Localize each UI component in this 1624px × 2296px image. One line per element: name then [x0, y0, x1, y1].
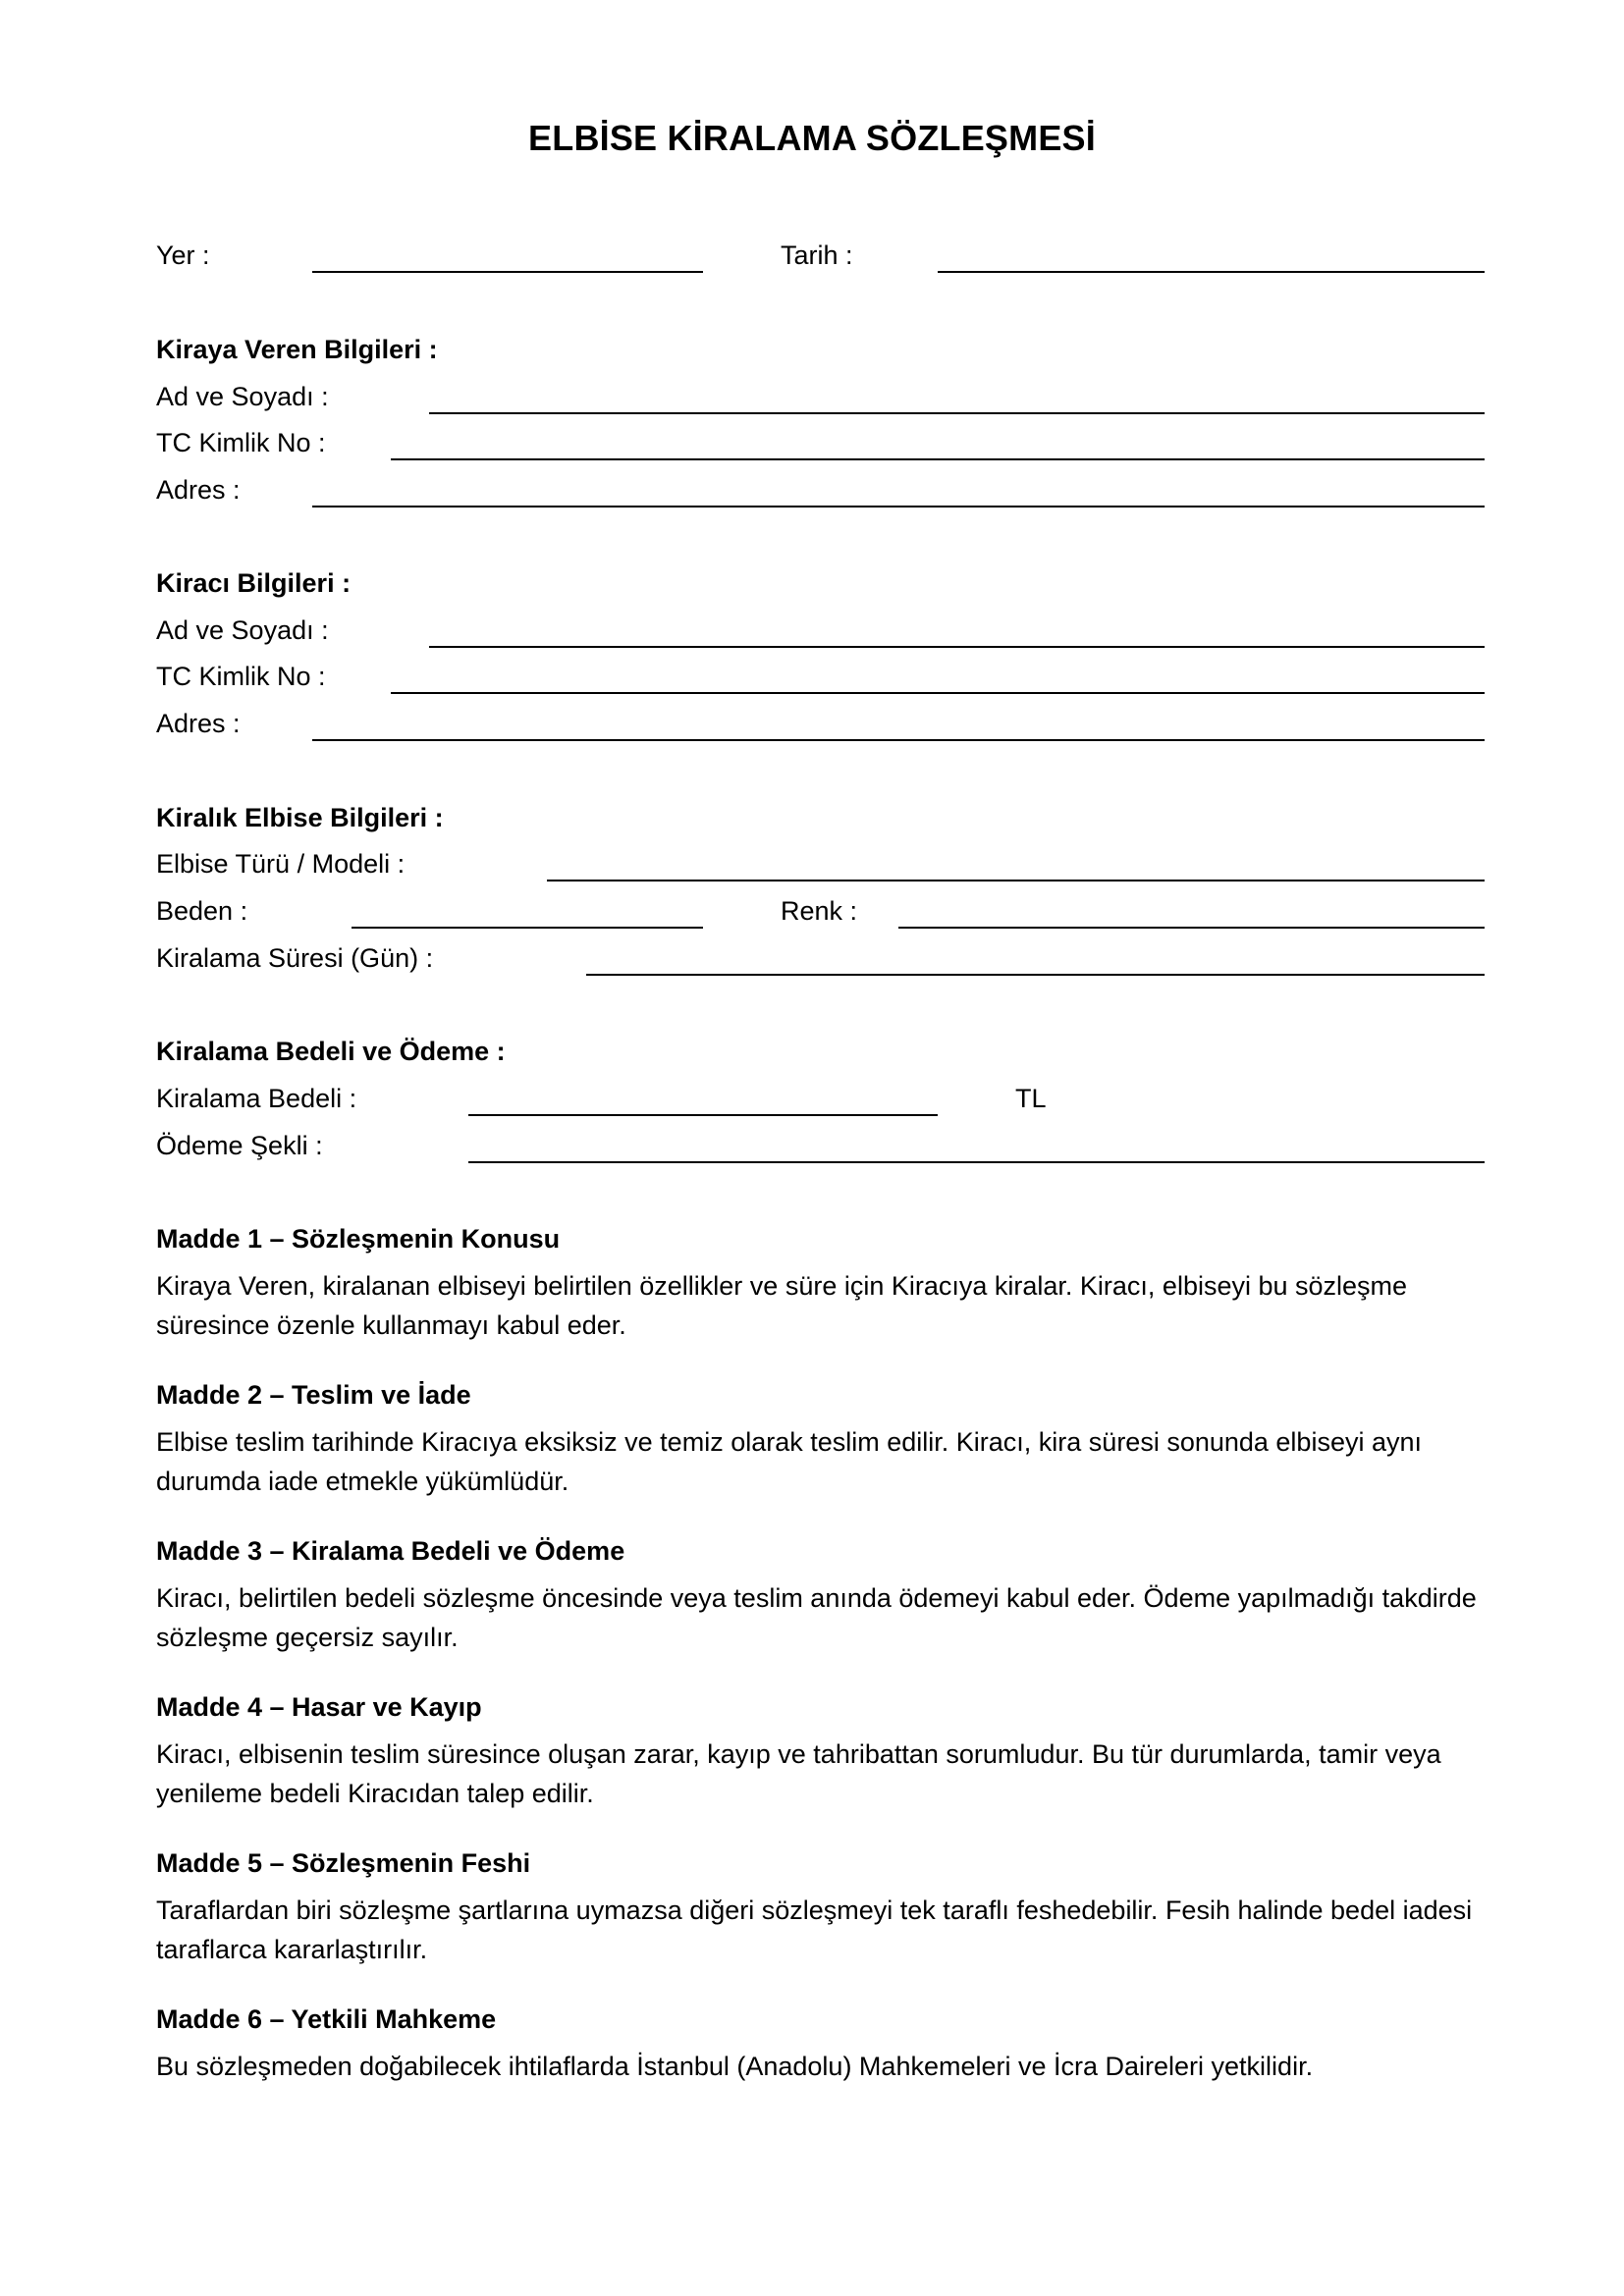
date-label: Tarih : [781, 240, 853, 270]
landlord-heading: Kiraya Veren Bilgileri : [156, 335, 438, 364]
payment-method-label: Ödeme Şekli : [156, 1131, 323, 1160]
article-1-text: Kiraya Veren, kiralanan elbiseyi belirtilen özellikler ve süre için Kiracıya kiralar. Kiracı, elbiseyi bu sözleşme süresince özenle kullanmayı kabul eder. [156, 1271, 1408, 1340]
article-5-title: Madde 5 – Sözleşmenin Feshi [156, 1848, 531, 1878]
tenant-id-label: TC Kimlik No : [156, 662, 326, 691]
date-field[interactable] [938, 271, 1485, 273]
article-2-text: Elbise teslim tarihinde Kiracıya eksiksiz ve temiz olarak teslim edilir. Kiracı, kira süresi sonunda elbiseyi aynı durumda iade etmekle yükümlüdür. [156, 1427, 1422, 1496]
article-3-title: Madde 3 – Kiralama Bedeli ve Ödeme [156, 1536, 625, 1566]
dress-size-field[interactable] [352, 927, 703, 929]
place-field[interactable] [312, 271, 703, 273]
dress-duration-field[interactable] [586, 974, 1485, 976]
payment-method-field[interactable] [468, 1161, 1485, 1163]
dress-duration-label: Kiralama Süresi (Gün) : [156, 943, 434, 973]
dress-size-label: Beden : [156, 896, 248, 926]
tenant-heading: Kiracı Bilgileri : [156, 568, 352, 598]
article-2-title: Madde 2 – Teslim ve İade [156, 1380, 471, 1410]
place-label: Yer : [156, 240, 210, 270]
tenant-address-field[interactable] [312, 739, 1485, 741]
dress-heading: Kiralık Elbise Bilgileri : [156, 803, 444, 832]
dress-type-field[interactable] [547, 880, 1485, 881]
landlord-name-label: Ad ve Soyadı : [156, 382, 329, 411]
currency-label: TL [1015, 1084, 1047, 1113]
fee-field[interactable] [468, 1114, 938, 1116]
article-1-title: Madde 1 – Sözleşmenin Konusu [156, 1224, 561, 1254]
tenant-name-label: Ad ve Soyadı : [156, 615, 329, 645]
tenant-address-label: Adres : [156, 709, 241, 738]
article-6-text: Bu sözleşmeden doğabilecek ihtilaflarda İstanbul (Anadolu) Mahkemeleri ve İcra Daireleri yetkilidir. [156, 2052, 1314, 2081]
article-6-title: Madde 6 – Yetkili Mahkeme [156, 2004, 497, 2034]
tenant-id-field[interactable] [391, 692, 1485, 694]
dress-type-label: Elbise Türü / Modeli : [156, 849, 406, 879]
article-5-text: Taraflardan biri sözleşme şartlarına uymazsa diğeri sözleşmeyi tek taraflı feshedebilir. Fesih halinde bedel iadesi taraflarca kararlaştırılır. [156, 1896, 1473, 1964]
landlord-name-field[interactable] [429, 412, 1485, 414]
tenant-name-field[interactable] [429, 646, 1485, 648]
payment-heading: Kiralama Bedeli ve Ödeme : [156, 1037, 506, 1066]
landlord-address-label: Adres : [156, 475, 241, 505]
dress-color-field[interactable] [898, 927, 1485, 929]
article-4-text: Kiracı, elbisenin teslim süresince oluşan zarar, kayıp ve tahribattan sorumludur. Bu tür durumlarda, tamir veya yenileme bedeli Kiracıdan talep edilir. [156, 1739, 1441, 1808]
landlord-address-field[interactable] [312, 506, 1485, 507]
landlord-id-label: TC Kimlik No : [156, 428, 326, 457]
fee-label: Kiralama Bedeli : [156, 1084, 357, 1113]
article-3-text: Kiracı, belirtilen bedeli sözleşme öncesinde veya teslim anında ödemeyi kabul eder. Ödeme yapılmadığı takdirde sözleşme geçersiz sayılır. [156, 1583, 1477, 1652]
document-title: ELBİSE KİRALAMA SÖZLEŞMESİ [528, 118, 1096, 158]
article-4-title: Madde 4 – Hasar ve Kayıp [156, 1692, 482, 1722]
dress-color-label: Renk : [781, 896, 858, 926]
landlord-id-field[interactable] [391, 458, 1485, 460]
